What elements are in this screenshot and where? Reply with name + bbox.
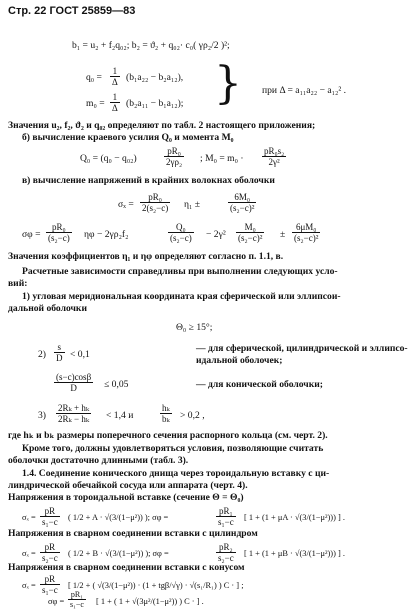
stress-heading: в) вычисление напряжений в крайних волокнах оболочки <box>22 175 275 186</box>
torus-sigma: σₓ = <box>22 513 36 522</box>
formula-q0-rhs: (b₁a₂₂ − b₂a₁₂), <box>126 72 184 83</box>
cyl-mid2: [ 1 + (1 + μB · √(3/(1−μ²))) ] . <box>244 549 345 558</box>
cond2-text2: идальной оболочек; <box>196 355 283 366</box>
joint-line2: линдрической обечайкой сосуда или аппарата (черт. 4). <box>8 480 248 491</box>
sigma-x-frac2: $\frac{\text{6M₀}}{\text{(s₂−c)²}}$ <box>230 192 255 213</box>
cone-frac2: $\frac{\text{pR₁}}{\text{s₁−c}}$ <box>70 590 84 609</box>
torus-mid1: ( 1/2 + A · √(3/(1−μ²)) ); σφ = <box>68 513 169 522</box>
cond2-text1: — для сферической, цилиндрической и эллипсо- <box>196 343 408 354</box>
cond3-mid: < 1,4 и <box>106 410 134 421</box>
cyl-frac1: $\frac{pR}{\text{s₂−c}}$ <box>42 542 58 563</box>
sigma-phi-mid1: ηφ − 2γρ₂f₂ <box>84 229 129 240</box>
cone-sigma-x: σₓ = <box>22 581 36 590</box>
theta-condition: Θ₀ ≥ 15°; <box>176 322 213 333</box>
cone-mid1: [ 1/2 + ( √(3/(1−μ²)) · (1 + tgβ/√γ) · √(s₁/R₁) ) C · ] ; <box>68 581 244 590</box>
besides-line1: Кроме того, должны удовлетворяться условия, позволяющие считать <box>22 443 324 454</box>
sigma-phi-frac1: $\frac{\text{pR₀}}{\text{(s₂−c)}}$ <box>48 222 70 243</box>
cond1-line1: 1) угловая меридиональная координата края сферической или эллипсои- <box>22 291 341 302</box>
cond3-label: 3) <box>38 410 46 421</box>
torus-heading: Напряжения в тороидальной вставке (сечение Θ = Θ₀) <box>8 492 244 503</box>
sigma-phi-pm: ± <box>280 229 286 240</box>
cyl-heading: Напряжения в сварном соединении вставки с цилиндром <box>8 528 258 539</box>
delta-condition: при Δ = a₁₁a₂₂ − a₁₂² . <box>262 85 347 96</box>
sigma-phi-mid2: − 2γ² <box>206 229 226 240</box>
cone-sigma-phi: σφ = <box>48 597 65 606</box>
where-line: где hₖ и bₖ размеры поперечного сечения распорного кольца (см. черт. 2). <box>8 430 328 441</box>
sigma-phi-frac2: $\frac{\text{Q₀}}{\text{(s₂−c)}}$ <box>170 222 192 243</box>
cond2-frac: $\frac{s}{D}$ <box>56 342 63 363</box>
cone-mid2: [ 1 + ( 1 + √(3μ²/(1−μ²)) ) C · ] . <box>96 597 204 606</box>
sigma-phi-frac3: $\frac{\text{M₀}}{\text{(s₂−c)²}}$ <box>238 222 263 243</box>
cond-cone-rhs: ≤ 0,05 <box>104 379 129 390</box>
sigma-x-mid: η₁ ± <box>184 199 201 210</box>
formula-m0-rhs: (b₂a₁₁ − b₁a₁₂); <box>126 98 184 109</box>
cyl-mid1: ( 1/2 + B · √(3/(1−μ²)) ); σφ = <box>68 549 169 558</box>
cone-heading: Напряжения в сварном соединении вставки с конусом <box>8 562 245 573</box>
calc-line2: вий: <box>8 278 28 289</box>
calc-line1: Расчетные зависимости справедливы при выполнении следующих усло- <box>22 266 338 277</box>
sigma-x-frac1: $\frac{\text{pR₀}}{\text{2(s₂−c)}}$ <box>142 192 169 213</box>
cond-cone-frac: $\frac{(s-c)\cos\beta}{D}$ <box>56 372 92 393</box>
formula-m0-lhs: m₀ = <box>86 98 105 109</box>
torus-frac2: $\frac{\text{pR₁}}{\text{s₁−c}}$ <box>218 506 234 527</box>
formula-m0-frac: $\frac{1}{\Delta}$ <box>112 92 118 113</box>
torus-mid2: [ 1 + (1 + μA · √(3/(1−μ²))) ] . <box>244 513 345 522</box>
cone-frac1: $\frac{pR}{\text{s₁−c}}$ <box>42 574 58 595</box>
sigma-phi-lhs: σφ = <box>22 229 41 240</box>
cond1-line2: дальной оболочки <box>8 303 87 314</box>
page-header: Стр. 22 ГОСТ 25859—83 <box>8 5 136 17</box>
cond3-frac2: $\frac{\text{hₖ}}{\text{bₖ}}$ <box>162 403 170 424</box>
cyl-sigma: σₓ = <box>22 549 36 558</box>
values-line1: Значения u₂, f₂, ϑ₂ и q₀₂ определяют по табл. 2 настоящего приложения; <box>8 120 316 131</box>
cond2-rhs: < 0,1 <box>70 349 90 360</box>
formula-q0-frac: $\frac{1}{\Delta}$ <box>112 66 118 87</box>
sigma-phi-frac4: $\frac{\text{6μM₀}}{\text{(s₂−c)²}}$ <box>294 222 319 243</box>
besides-line2: оболочки достаточно длинными (табл. 3). <box>8 455 189 466</box>
eta-line: Значения коэффициентов η₁ и ηφ определяют согласно п. 1.1, в. <box>8 251 284 262</box>
formula-b1-b2: b₁ = u₂ + f₂q₀₂; b₂ = ϑ₂ + q₀₂· c₀( γρ₂/2 )²; <box>72 40 230 51</box>
formula-q0-eq-frac: $\frac{\text{pR₀}}{\text{2γρ₂}}$ <box>166 146 183 167</box>
cond2-label: 2) <box>38 349 46 360</box>
system-brace: } <box>214 58 242 109</box>
formula-m0-eq: ; M₀ = m₀ · <box>200 153 244 164</box>
cond3-frac1: $\frac{\text{2Rₖ + hₖ}}{\text{2Rₖ − hₖ}}$ <box>58 403 90 424</box>
formula-q0-eq: Q₀ = (q₀ − q₀₂) <box>80 153 137 164</box>
torus-frac1: $\frac{pR}{\text{s₁−c}}$ <box>42 506 58 527</box>
sigma-x-lhs: σₓ = <box>118 199 134 210</box>
values-line2: б) вычисление краевого усилия Q₀ и момента M₀ <box>22 132 234 143</box>
formula-m0-eq-frac: $\frac{\text{pR₀s₂}}{\text{2γ²}}$ <box>264 146 285 167</box>
formula-q0-lhs: q₀ = <box>86 72 102 83</box>
cond3-rhs: > 0,2 , <box>180 410 205 421</box>
cone-text: — для конической оболочки; <box>196 379 323 390</box>
joint-line1: 1.4. Соединение конического днища через тороидальную вставку с ци- <box>22 468 330 479</box>
cyl-frac2: $\frac{\text{pR₂}}{\text{s₂−c}}$ <box>218 542 234 563</box>
